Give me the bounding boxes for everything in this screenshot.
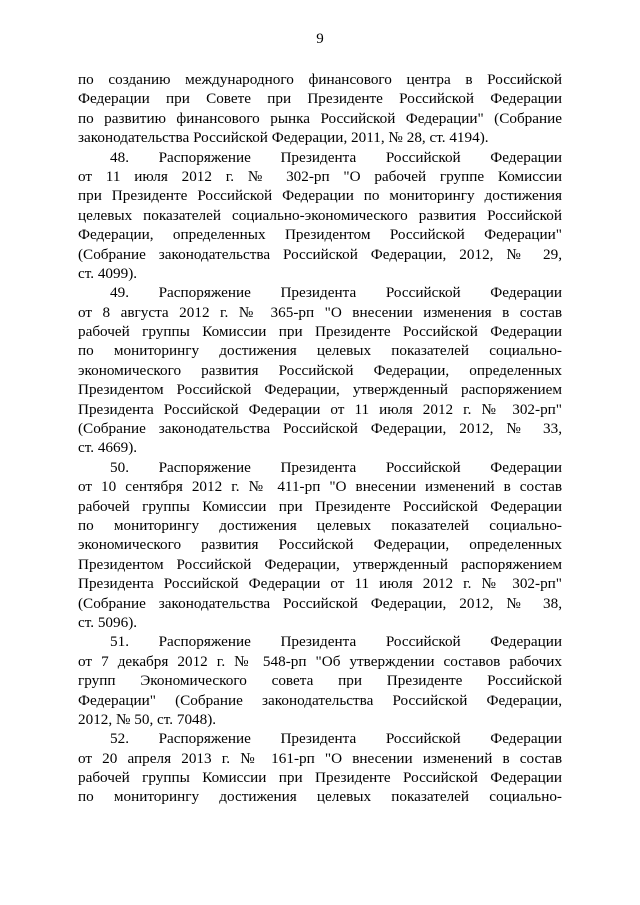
text-line: законодательства Российской Федерации, 2011, № 28, ст. 4194). [78, 129, 489, 147]
text-line: по мониторингу достижения целевых показателей социально- [78, 342, 562, 360]
text-line: 52. Распоряжение Президента Российской Федерации [110, 730, 562, 748]
text-line: от 8 августа 2012 г. № 365-рп "О внесении изменения в состав [78, 303, 562, 321]
text-line: Федерации" (Собрание законодательства Российской Федерации, [78, 691, 562, 709]
text-line: групп Экономического совета при Президенте Российской [78, 672, 562, 690]
text-line: Президентом Российской Федерации, утвержденный распоряжением [78, 555, 562, 573]
text-line: по мониторингу достижения целевых показателей социально- [78, 516, 562, 534]
text-line: рабочей группы Комиссии при Президенте Российской Федерации [78, 769, 562, 787]
text-line: 49. Распоряжение Президента Российской Федерации [110, 284, 562, 302]
text-line: ст. 4099). [78, 264, 138, 282]
text-line: (Собрание законодательства Российской Федерации, 2012, № 29, [78, 245, 562, 263]
paragraph-item-51 [78, 632, 562, 729]
paragraph-item-48 [78, 148, 562, 284]
page-number: 9 [316, 31, 324, 47]
text-line: по развитию финансового рынка Российской Федерации" (Собрание [78, 109, 562, 127]
text-line: от 11 июля 2012 г. № 302-рп "О рабочей группе Комиссии [78, 167, 562, 185]
text-line: Федерации, определенных Президентом Российской Федерации" [78, 226, 562, 244]
text-line: ст. 4669). [78, 439, 138, 457]
text-line: рабочей группы Комиссии при Президенте Российской Федерации [78, 323, 562, 341]
text-line: Президента Российской Федерации от 11 июля 2012 г. № 302-рп" [78, 575, 562, 593]
text-line: Президентом Российской Федерации, утвержденный распоряжением [78, 381, 562, 399]
paragraph-item-49 [78, 283, 562, 458]
text-line: от 7 декабря 2012 г. № 548-рп "Об утверждении составов рабочих [78, 652, 562, 670]
text-line: экономического развития Российской Федерации, определенных [78, 361, 562, 379]
text-line: (Собрание законодательства Российской Федерации, 2012, № 33, [78, 420, 562, 438]
text-line: 48. Распоряжение Президента Российской Федерации [110, 148, 562, 166]
text-line: 51. Распоряжение Президента Российской Федерации [110, 633, 562, 651]
text-line: (Собрание законодательства Российской Федерации, 2012, № 38, [78, 594, 562, 612]
text-line: целевых показателей социально-экономического развития Российской [78, 206, 562, 224]
text-line: по мониторингу достижения целевых показателей социально- [78, 788, 562, 806]
text-line: рабочей группы Комиссии при Президенте Российской Федерации [78, 497, 562, 515]
text-line: от 20 апреля 2013 г. № 161-рп "О внесении изменений в состав [78, 749, 562, 767]
text-line: Федерации при Совете при Президенте Российской Федерации [78, 90, 562, 108]
text-line: Президента Российской Федерации от 11 июля 2012 г. № 302-рп" [78, 400, 562, 418]
paragraph-continuation [78, 70, 562, 148]
text-line: от 10 сентября 2012 г. № 411-рп "О внесении изменений в состав [78, 478, 562, 496]
text-line: по созданию международного финансового центра в Российской [78, 71, 562, 88]
paragraph-item-50 [78, 458, 562, 633]
text-line: экономического развития Российской Федерации, определенных [78, 536, 562, 554]
paragraph-item-52 [78, 729, 562, 807]
text-line: 50. Распоряжение Президента Российской Федерации [110, 458, 562, 476]
text-line: при Президенте Российской Федерации по мониторингу достижения [78, 187, 562, 205]
text-line: 2012, № 50, ст. 7048). [78, 710, 217, 728]
text-line: ст. 5096). [78, 613, 138, 631]
document-body [78, 70, 562, 807]
